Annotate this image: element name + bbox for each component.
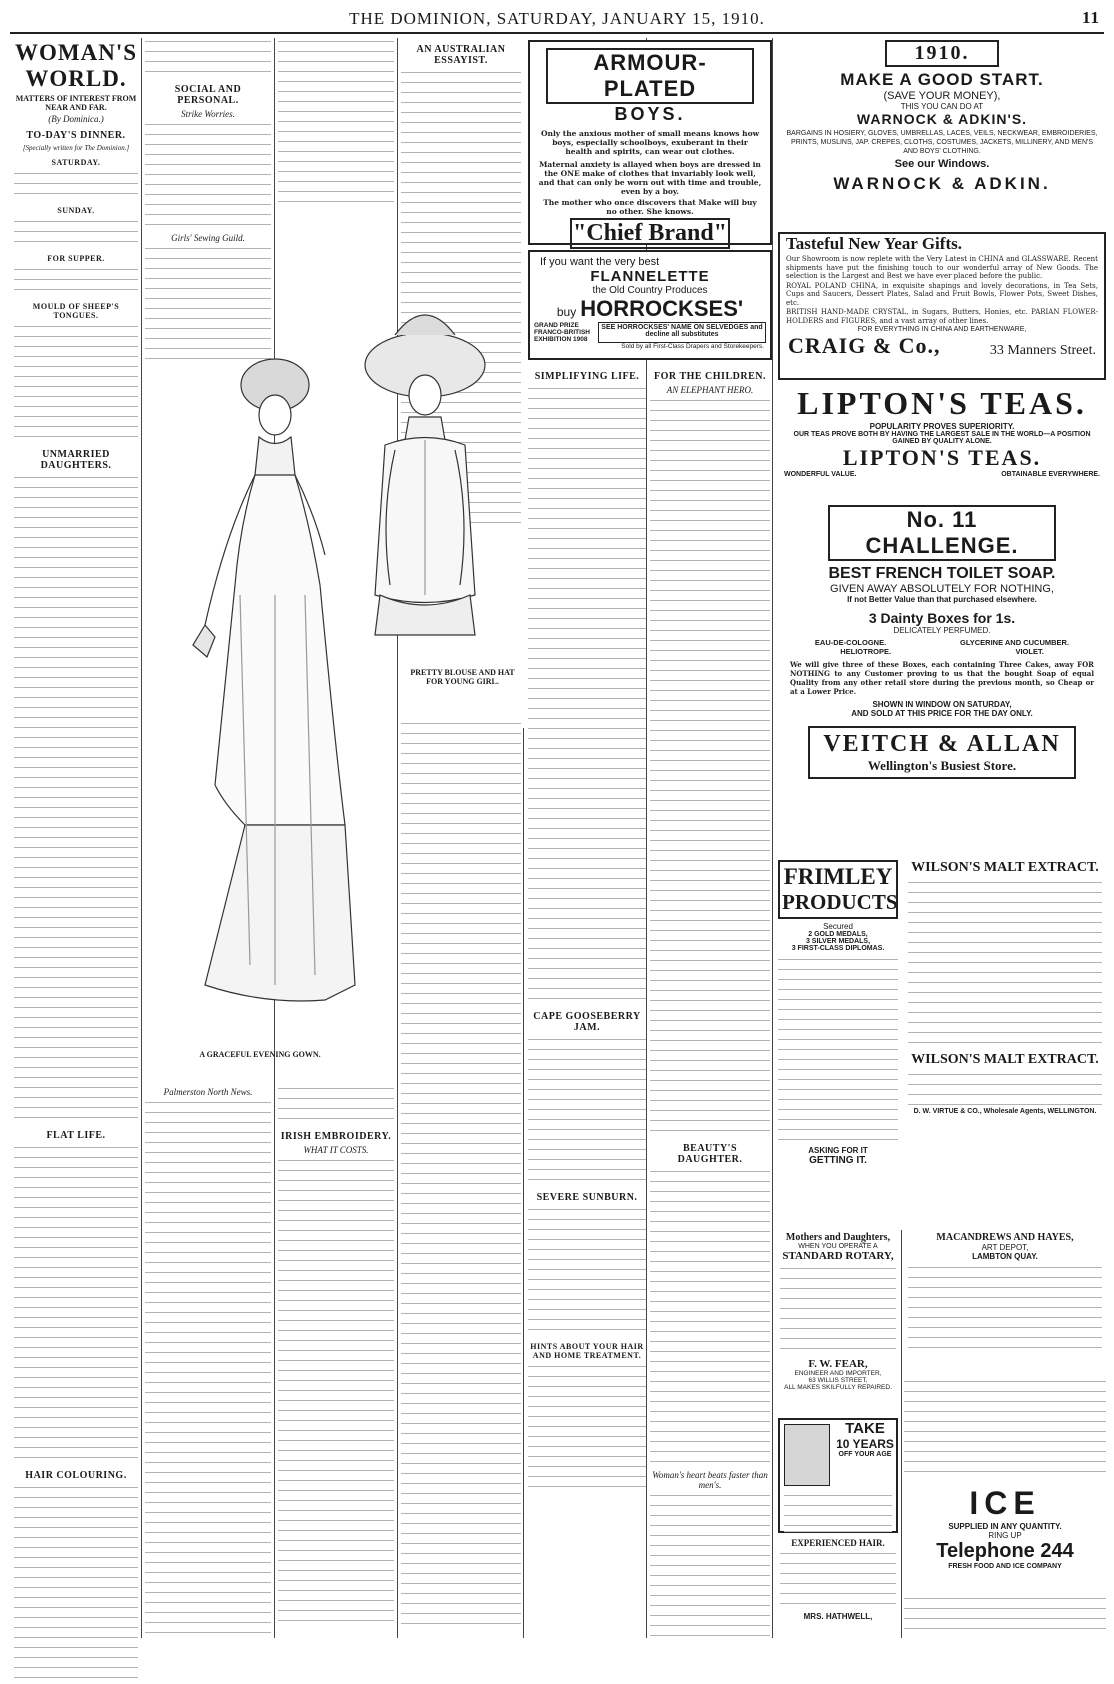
ad-title: PRODUCTS [782, 890, 898, 914]
ad-text [908, 1264, 1102, 1354]
ad-line: OFF YOUR AGE [838, 1451, 892, 1458]
ad-line: STANDARD ROTARY, [782, 1250, 894, 1262]
ad-text [908, 879, 1102, 1049]
ad-fear [778, 1232, 898, 1412]
article-text [14, 218, 138, 248]
ad-body: ROYAL POLAND CHINA, in exquisite shapings and lovely decorations, in Tea Sets, Cups and Saucers, Dessert Plates, Salad and Fruit Bowls, Flower Pots, Sweet Dishes, etc. [786, 281, 1098, 307]
ad-text [904, 1595, 1106, 1633]
ad-text [908, 1071, 1102, 1105]
ad-line: 63 WILLIS STREET, [808, 1377, 868, 1384]
ad-line: buy [556, 305, 577, 319]
ad-text [780, 1265, 896, 1355]
subheading: AN ELEPHANT HERO. [666, 385, 754, 395]
ad-line: See our Windows. [894, 158, 990, 170]
blouse-and-hat-figure [365, 315, 485, 635]
article-heading: UNMARRIED DAUGHTERS. [40, 449, 112, 471]
ad-title: Tasteful New Year Gifts. [786, 234, 962, 253]
ad-horrockses [528, 250, 772, 360]
ad-text [784, 1492, 892, 1532]
ad-bottom-text [904, 1595, 1106, 1635]
ad-line: GETTING IT. [809, 1155, 867, 1166]
article-heading: SIMPLIFYING LIFE. [534, 371, 640, 382]
ad-line: 3 Dainty Boxes for 1s. [868, 610, 1016, 626]
article-text [528, 385, 646, 1005]
ad-line: SHOWN IN WINDOW ON SATURDAY, [872, 700, 1012, 709]
page-number: 11 [1081, 8, 1100, 27]
masthead [10, 6, 1104, 34]
ad-body: Only the anxious mother of small means knows how boys, especially schoolboys, exuberant in their health and spirits, can wear out clothes. [540, 129, 760, 156]
ad-body: We will give three of these Boxes, each containing Three Cakes, away FOR NOTHING to any Customer proving to us that the bought Soap of equal Quality from any other retail store during the previous month, so Cheap or at a Lower Price. [790, 660, 1094, 696]
ad-brand: "Chief Brand" [570, 218, 730, 249]
article-text [145, 38, 271, 78]
ad-take-ten-years [778, 1418, 898, 1533]
ad-phone: Telephone 244 [936, 1540, 1074, 1562]
ad-line: BARGAINS IN HOSIERY, GLOVES, UMBRELLAS, LACES, VEILS, NECKWEAR, EMBROIDERIES, PRINTS, MUSLINS, JAP. CREPES, CLOTHS, COSTUMES, JACKETS, MILLINERY, AND MEN'S AND BOYS' CLOTHING. [786, 130, 1098, 155]
ad-title: LIPTON'S TEAS. [842, 445, 1042, 470]
ad-body: Our Showroom is now replete with the Very Latest in CHINA and GLASSWARE. Recent shipments have put the finishing touch to our wonderful array of New Goods. The selection is the Largest and Best we have ever placed before the public. [786, 255, 1098, 280]
article-heading: AN AUSTRALIAN ESSAYIST. [416, 44, 506, 66]
ad-line: OUR TEAS PROVE BOTH BY HAVING THE LARGEST SALE IN THE WORLD—A POSITION GAINED BY QUALITY ALONE. [793, 431, 1091, 445]
column-rule [523, 728, 524, 1638]
column-5 [650, 365, 770, 1635]
column-rule [141, 38, 142, 1638]
ad-body: Maternal anxiety is allayed when boys are dressed in the ONE make of clothes that invariably look well, and that can only be worn out with time and trouble, even by a boy. [538, 160, 762, 196]
ad-line: 3 SILVER MEDALS, [805, 938, 871, 945]
ad-line: ASKING FOR IT [808, 1146, 868, 1155]
ad-prize: GRAND PRIZE FRANCO-BRITISH EXHIBITION 1908 [534, 322, 590, 343]
ad-line: MRS. HATHWELL, [803, 1612, 873, 1621]
article-text [14, 266, 138, 296]
article-text [278, 38, 394, 203]
bottle-illustration [784, 1424, 830, 1486]
ad-agent: D. W. VIRTUE & CO., Wholesale Agents, WELLINGTON. [913, 1108, 1097, 1115]
article-heading: FLAT LIFE. [46, 1130, 106, 1141]
section-heading: WOMAN'S WORLD. [15, 40, 137, 91]
ad-line: THIS YOU CAN DO AT [900, 102, 984, 111]
ad-line: ART DEPOT, [981, 1243, 1029, 1252]
article-heading: BEAUTY'S DAUGHTER. [677, 1143, 743, 1165]
subheading: SATURDAY. [51, 158, 101, 167]
ad-body: The mother who once discovers that Make will buy no other. She knows. [543, 198, 757, 216]
ad-title: WILSON'S MALT EXTRACT. [911, 1052, 1099, 1067]
ad-name: CRAIG & Co., [788, 333, 941, 358]
ad-frimley [778, 860, 898, 1222]
column-4 [528, 365, 646, 1635]
ad-line: SUPPLIED IN ANY QUANTITY. [948, 1522, 1062, 1531]
ad-line: 10 YEARS [836, 1437, 894, 1451]
article-text [14, 170, 138, 200]
ad-line: MACANDREWS AND HAYES, [936, 1232, 1074, 1243]
ad-line: EXPERIENCED HAIR. [791, 1538, 885, 1548]
article-text [528, 1036, 646, 1186]
ad-macandrews [904, 1232, 1106, 1372]
ad-title: WILSON'S MALT EXTRACT. [911, 860, 1099, 875]
ad-line: Secured [823, 922, 853, 931]
column-3-lower [278, 1085, 394, 1635]
ad-brand: HORROCKSES' [580, 296, 744, 321]
ad-line: FRESH FOOD AND ICE COMPANY [948, 1563, 1062, 1570]
ad-line: WARNOCK & ADKIN'S. [856, 111, 1028, 127]
article-text [14, 1144, 138, 1464]
article-text [145, 1099, 271, 1639]
ad-wilson [904, 860, 1106, 1222]
ad-title: LIPTON'S TEAS. [797, 385, 1087, 421]
ad-armour-plated-boys [528, 40, 772, 245]
article-text [650, 1168, 770, 1468]
ad-line: MAKE A GOOD START. [840, 70, 1044, 89]
article-heading: CAPE GOOSEBERRY JAM. [533, 1011, 641, 1033]
ad-craig [778, 232, 1106, 380]
ad-address: 33 Manners Street. [989, 343, 1096, 358]
article-text [278, 1085, 394, 1125]
column-2-lower [145, 1085, 271, 1635]
ad-line: If not Better Value than that purchased elsewhere. [847, 595, 1037, 604]
ad-line: LAMBTON QUAY. [972, 1252, 1038, 1261]
article-text [14, 474, 138, 1124]
ad-line: FLANNELETTE [590, 268, 710, 285]
ad-line: 2 GOLD MEDALS, [808, 931, 868, 938]
ad-line: If you want the very best [540, 256, 660, 268]
masthead-title: THE DOMINION, SATURDAY, JANUARY 15, 1910. [349, 9, 765, 28]
subheading: Strike Worries. [181, 109, 235, 119]
subheading: SUNDAY. [57, 206, 95, 215]
subheading: Palmerston North News. [163, 1087, 253, 1097]
ad-lipton [778, 385, 1106, 500]
ad-text [780, 1550, 896, 1610]
article-text [528, 1363, 646, 1493]
ad-line: TAKE [845, 1420, 885, 1437]
ad-appointment [904, 1378, 1106, 1478]
article-text [278, 1157, 394, 1627]
article-text [14, 1484, 138, 1684]
ad-line: the Old Country Produces [592, 285, 708, 296]
article-text [650, 1492, 770, 1642]
ad-text [778, 956, 898, 1146]
ad-body: BRITISH HAND-MADE CRYSTAL, in Sugars, Butters, Honies, etc. PARIAN FLOWER-HOLDERS and FIGURES, and a vast array of other lines. [786, 308, 1098, 325]
ad-title: ICE [969, 1485, 1041, 1521]
ad-line: GIVEN AWAY ABSOLUTELY FOR NOTHING, [830, 583, 1054, 595]
subheading: Woman's heart beats faster than men's. [652, 1470, 768, 1490]
ad-line: RING UP [988, 1531, 1022, 1540]
subheading: FOR SUPPER. [47, 254, 105, 263]
ad-line: Mothers and Daughters, [785, 1232, 891, 1243]
ad-warnock-adkin [778, 40, 1106, 230]
ad-tag: Wellington's Busiest Store. [867, 758, 1017, 773]
ad-hair [778, 1538, 898, 1638]
column-1 [14, 38, 138, 1638]
ad-ice [904, 1485, 1106, 1590]
ad-year: 1910. [885, 40, 999, 67]
ad-name: VEITCH & ALLAN [823, 731, 1061, 757]
ad-sub: POPULARITY PROVES SUPERIORITY. [869, 422, 1015, 431]
ad-line: WARNOCK & ADKIN. [833, 174, 1051, 193]
ad-line: WONDERFUL VALUE. [784, 471, 857, 478]
ad-veitch-allan [778, 505, 1106, 853]
column-3-top-left [278, 38, 394, 208]
article-heading: SEVERE SUNBURN. [536, 1192, 638, 1203]
ad-line: OBTAINABLE EVERYWHERE. [1001, 471, 1100, 478]
article-text [145, 121, 271, 231]
ad-line: WHEN YOU OPERATE A [798, 1243, 878, 1250]
ad-line: DELICATELY PERFUMED. [893, 626, 991, 635]
ad-scent: HELIOTROPE. [840, 647, 892, 656]
section-subheading: MATTERS OF INTEREST FROM NEAR AND FAR. [15, 94, 137, 112]
column-3b-lower [401, 720, 521, 1635]
ad-text [904, 1378, 1106, 1476]
evening-gown-figure [193, 359, 355, 1001]
ad-see: SEE HORROCKSES' NAME ON SELVEDGES and decline all substitutes [598, 322, 766, 343]
ad-title: ARMOUR-PLATED [546, 48, 754, 104]
column-rule [772, 38, 773, 1638]
article-heading: TO-DAY'S DINNER. [26, 130, 126, 141]
ad-subtitle: BOYS. [614, 104, 686, 124]
ad-line: FOR EVERYTHING IN CHINA AND EARTHENWARE, [857, 326, 1027, 333]
ad-line: F. W. FEAR, [808, 1358, 868, 1370]
ad-scent: GLYCERINE AND CUCUMBER. [960, 638, 1070, 647]
subheading: Girls' Sewing Guild. [171, 233, 245, 243]
ad-line: (SAVE YOUR MONEY), [883, 90, 1001, 102]
ad-line: ALL MAKES SKILFULLY REPAIRED. [784, 1384, 892, 1391]
ad-title: No. 11 CHALLENGE. [828, 505, 1056, 561]
illustration-caption: PRETTY BLOUSE AND HAT FOR YOUNG GIRL. [410, 668, 515, 686]
ad-title: FRIMLEY [783, 864, 893, 889]
article-heading: FOR THE CHILDREN. [654, 371, 766, 382]
article-heading: HINTS ABOUT YOUR HAIR AND HOME TREATMENT. [530, 1342, 644, 1360]
ad-line: ENGINEER AND IMPORTER, [794, 1370, 882, 1377]
article-text [401, 720, 521, 1625]
ad-line: 3 FIRST-CLASS DIPLOMAS. [791, 945, 885, 952]
article-text [650, 397, 770, 1137]
article-heading: IRISH EMBROIDERY. [280, 1131, 392, 1142]
ad-line: BEST FRENCH TOILET SOAP. [828, 565, 1056, 582]
column-rule [901, 1230, 902, 1638]
article-note: [Specially written for The Dominion.] [22, 144, 130, 152]
subheading: WHAT IT COSTS. [303, 1145, 369, 1155]
ad-sold: Sold by all First-Class Drapers and Storekeepers. [621, 343, 764, 350]
byline: (By Dominica.) [48, 114, 104, 124]
subheading: MOULD OF SHEEP'S TONGUES. [32, 302, 120, 320]
illustration-caption: A GRACEFUL EVENING GOWN. [199, 1050, 321, 1059]
article-text [528, 1206, 646, 1336]
article-heading: HAIR COLOURING. [25, 1470, 127, 1481]
article-heading: SOCIAL AND PERSONAL. [174, 84, 242, 106]
ad-scent: VIOLET. [1015, 647, 1044, 656]
article-text [14, 323, 138, 443]
ad-line: AND SOLD AT THIS PRICE FOR THE DAY ONLY. [851, 709, 1033, 718]
ad-scent: EAU-DE-COLOGNE. [814, 638, 887, 647]
